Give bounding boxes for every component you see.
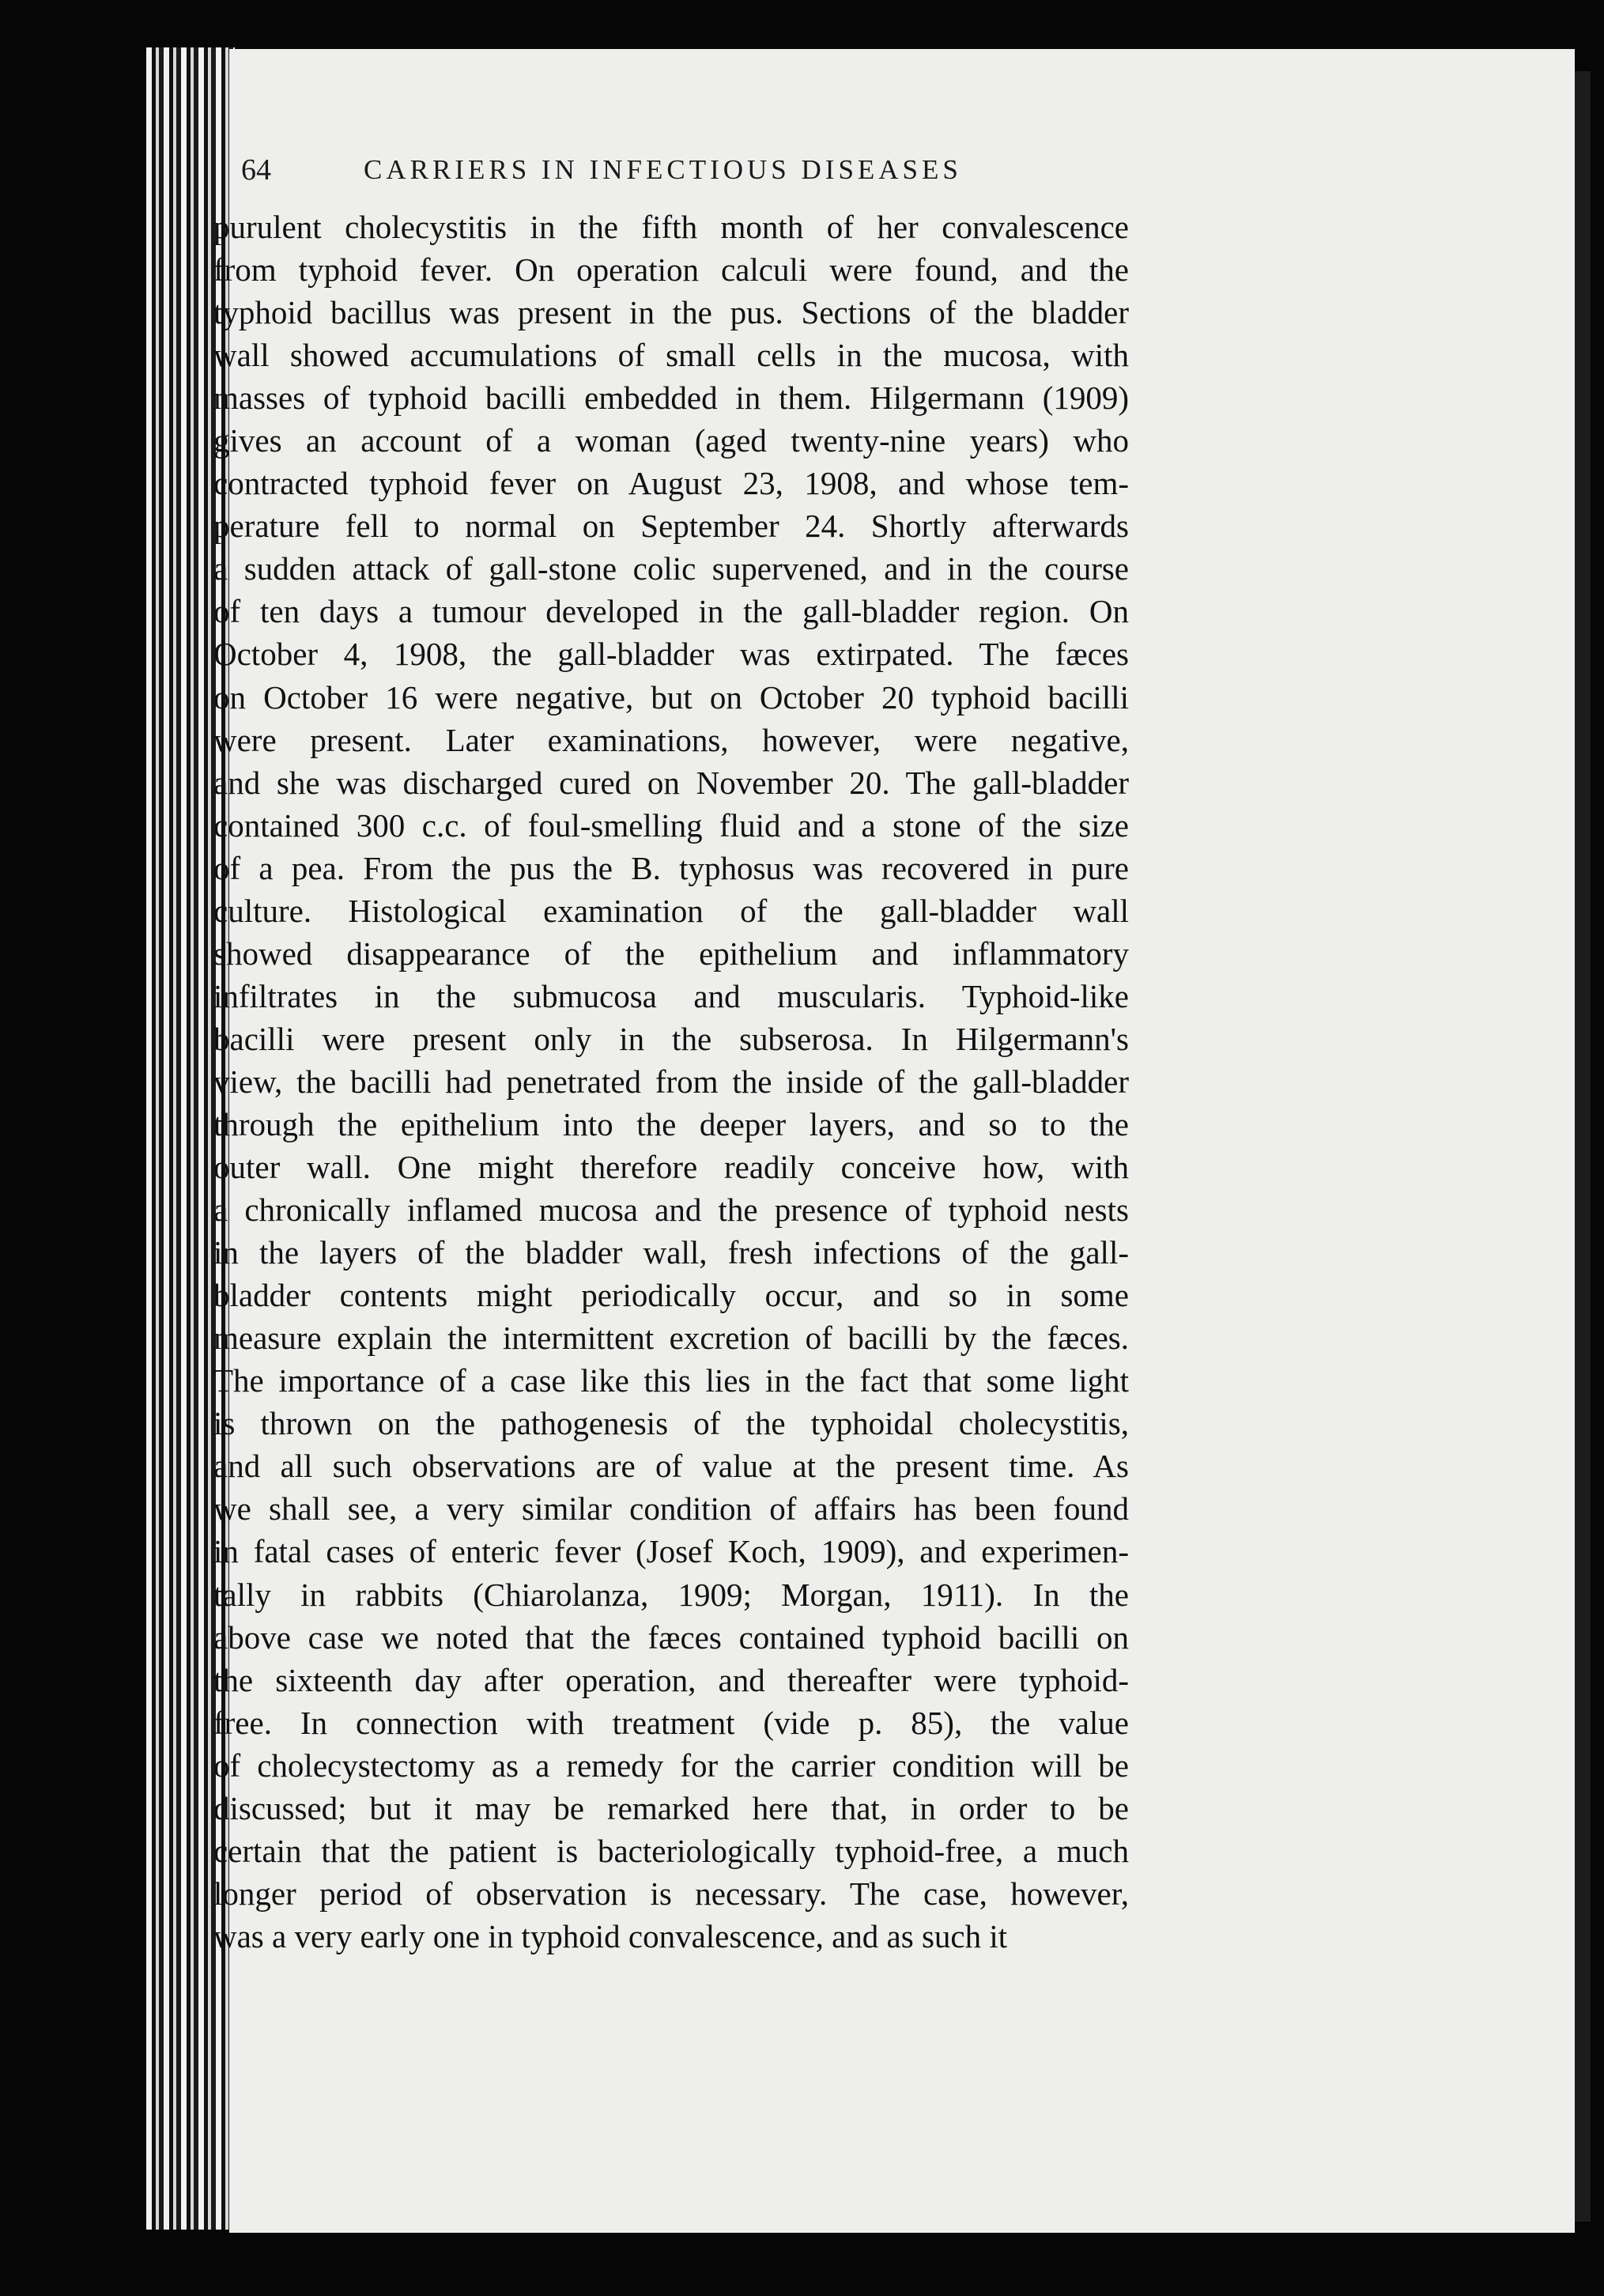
text-line: certain that the patient is bacteriologically typhoid-free, a much [213,1832,1129,1869]
text-line: tally in rabbits (Chiarolanza, 1909; Morgan, 1911). In the [213,1576,1129,1613]
text-line: a chronically inflamed mucosa and the presence of typhoid nests [213,1191,1129,1229]
text-line: is thrown on the pathogenesis of the typhoidal cholecystitis, [213,1405,1129,1442]
text-line: and all such observations are of value at the present time. As [213,1448,1129,1485]
text-line: from typhoid fever. On operation calculi were found, and the [213,251,1129,289]
text-line: bladder contents might periodically occur, and so in some [213,1277,1129,1314]
text-line: longer period of observation is necessary. The case, however, [213,1875,1129,1912]
text-line: of a pea. From the pus the B. typhosus was recovered in pure [213,849,1129,886]
text-line: showed disappearance of the epithelium and inflammatory [213,935,1129,972]
running-head: CARRIERS IN INFECTIOUS DISEASES [364,154,962,185]
text-line: in the layers of the bladder wall, fresh infections of the gall- [213,1234,1129,1271]
text-line: gives an account of a woman (aged twenty-nine years) who [213,422,1129,459]
text-line: typhoid bacillus was present in the pus. Sections of the bladder [213,294,1129,331]
text-line: a sudden attack of gall-stone colic supervened, and in the course [213,550,1129,587]
text-line: view, the bacilli had penetrated from the inside of the gall-bladder [213,1063,1129,1100]
text-line: measure explain the intermittent excretion of bacilli by the fæces. [213,1320,1129,1357]
text-line: above case we noted that the fæces contained typhoid bacilli on [213,1618,1129,1656]
text-line: outer wall. One might therefore readily conceive how, with [213,1149,1129,1186]
text-line: in fatal cases of enteric fever (Josef Koch, 1909), and experimen- [213,1533,1129,1570]
page-edge-shadow [1575,71,1591,2222]
text-line: masses of typhoid bacilli embedded in them. Hilgermann (1909) [213,380,1129,417]
text-line: we shall see, a very similar condition of affairs has been found [213,1490,1129,1528]
text-line: of cholecystectomy as a remedy for the carrier condition will be [213,1747,1129,1784]
text-line: The importance of a case like this lies in the fact that some light [213,1362,1129,1399]
text-line: perature fell to normal on September 24. Shortly afterwards [213,508,1129,545]
text-line: infiltrates in the submucosa and muscularis. Typhoid-like [213,977,1129,1014]
text-line: were present. Later examinations, however, were negative, [213,721,1129,758]
text-line: the sixteenth day after operation, and thereafter were typhoid- [213,1661,1129,1698]
body-text [213,206,1129,1958]
text-line: and she was discharged cured on November 20. The gall-bladder [213,764,1129,801]
text-line: bacilli were present only in the subserosa. In Hilgermann's [213,1020,1129,1057]
text-line: wall showed accumulations of small cells in the mucosa, with [213,337,1129,374]
text-line: October 4, 1908, the gall-bladder was extirpated. The fæces [213,636,1129,673]
text-line: culture. Histological examination of the gall-bladder wall [213,892,1129,929]
page-header [241,142,1269,198]
text-line: free. In connection with treatment (vide p. 85), the value [213,1704,1129,1741]
text-line: contracted typhoid fever on August 23, 1908, and whose tem- [213,465,1129,502]
page-number: 64 [241,153,271,187]
text-line: was a very early one in typhoid convalescence, and as such it [213,1917,1008,1954]
text-line: of ten days a tumour developed in the gall-bladder region. On [213,593,1129,630]
text-line: purulent cholecystitis in the fifth month of her convalescence [213,209,1129,245]
text-line: on October 16 were negative, but on October 20 typhoid bacilli [213,678,1129,716]
text-line: through the epithelium into the deeper layers, and so to the [213,1105,1129,1142]
text-line: discussed; but it may be remarked here that, in order to be [213,1789,1129,1826]
text-line: contained 300 c.c. of foul-smelling fluid and a stone of the size [213,806,1129,844]
